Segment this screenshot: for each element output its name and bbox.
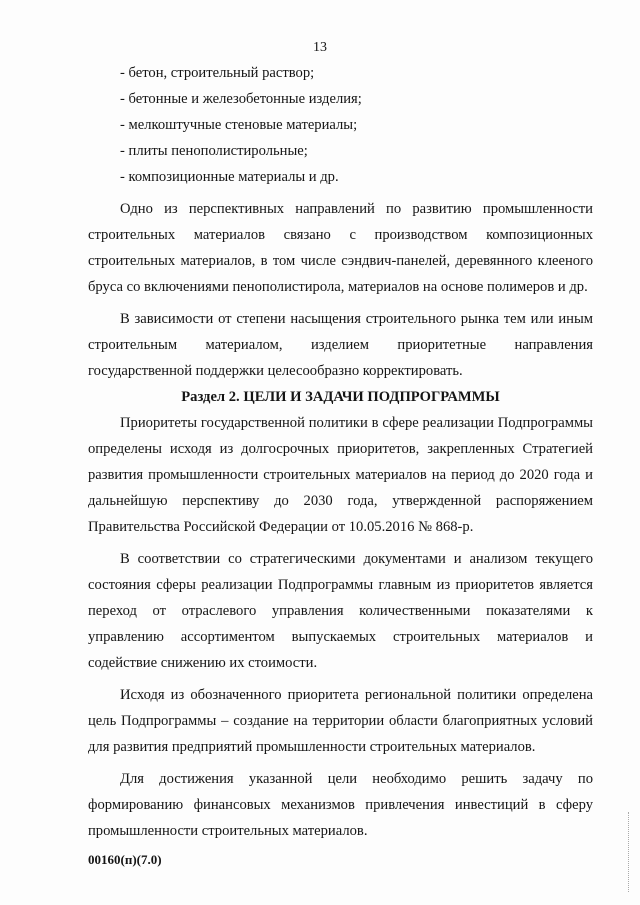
list-item: - плиты пенополистирольные; xyxy=(120,143,308,159)
section-heading: Раздел 2. ЦЕЛИ И ЗАДАЧИ ПОДПРОГРАММЫ xyxy=(181,389,500,405)
list-item: - бетонные и железобетонные изделия; xyxy=(120,91,362,107)
scan-edge-mark xyxy=(628,812,630,892)
paragraph: Приоритеты государственной политики в сфере реализации Подпрограммы определены исходя из долгосрочных приоритетов, закрепленных Стратегией развития промышленности строительных материалов на период до 2020 года и дальнейшую перспективу до 2030 года, утвержденной распоряжением Правительства Российской Федерации от 10.05.2016 № 868-р. xyxy=(88,415,593,535)
page-number: 13 xyxy=(313,40,327,55)
paragraph: Исходя из обозначенного приоритета региональной политики определена цель Подпрограммы – создание на территории области благоприятных условий для развития предприятий промышленности строительных материалов. xyxy=(88,687,593,755)
list-item: - мелкоштучные стеновые материалы; xyxy=(120,117,358,133)
paragraph: В зависимости от степени насыщения строительного рынка тем или иным строительным материалом, изделием приоритетные направления государственной поддержки целесообразно корректировать. xyxy=(88,311,593,379)
document-body xyxy=(88,60,593,844)
paragraph: В соответствии со стратегическими документами и анализом текущего состояния сферы реализации Подпрограммы главным из приоритетов является переход от отраслевого управления количественными показателями к управлению ассортиментом выпускаемых строительных материалов и содействие снижению их стоимости. xyxy=(88,551,593,671)
paragraph: Для достижения указанной цели необходимо решить задачу по формированию финансовых механизмов привлечения инвестиций в сферу промышленности строительных материалов. xyxy=(88,771,593,839)
list-item: - композиционные материалы и др. xyxy=(120,169,339,185)
paragraph: Одно из перспективных направлений по развитию промышленности строительных материалов связано с производством композиционных строительных материалов, в том числе сэндвич-панелей, деревянного клееного бруса со включениями пенополистирола, материалов на основе полимеров и др. xyxy=(88,201,593,295)
document-code: 00160(п)(7.0) xyxy=(88,852,162,867)
list-item: - бетон, строительный раствор; xyxy=(120,65,315,81)
